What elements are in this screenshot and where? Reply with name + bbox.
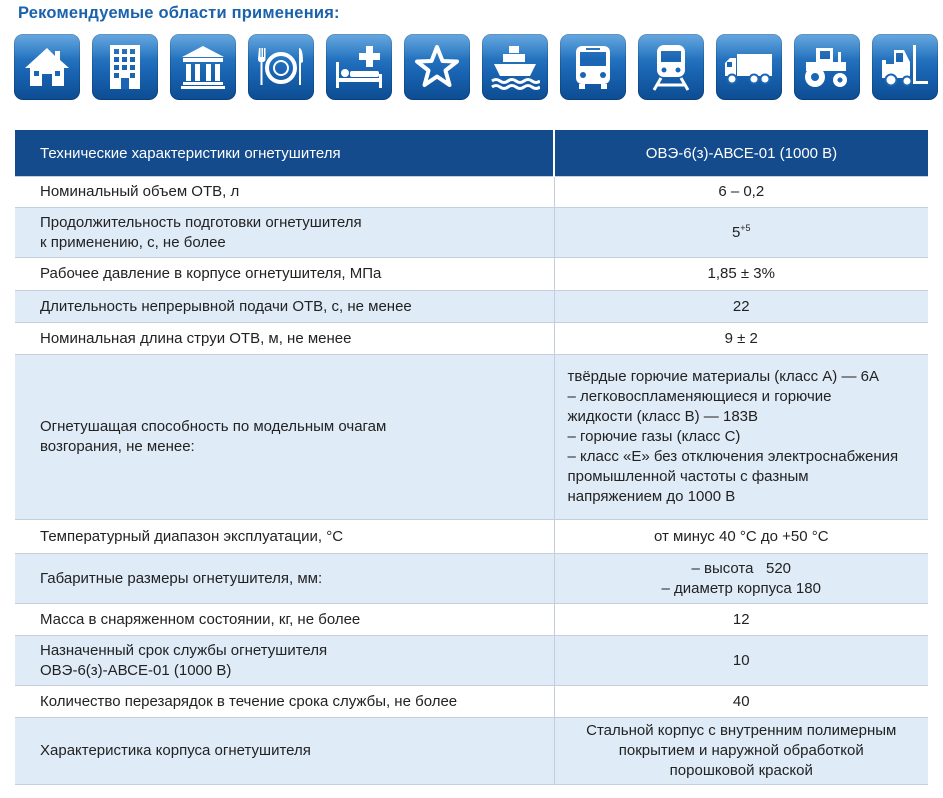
table-row <box>15 291 928 323</box>
table-row <box>15 520 928 554</box>
table-row <box>15 604 928 636</box>
table-row <box>15 554 928 604</box>
row-value: 22 <box>554 291 928 323</box>
row-label: Масса в снаряженном состоянии, кг, не более <box>15 604 554 636</box>
table-header-row <box>15 130 928 177</box>
restaurant-icon <box>248 34 314 100</box>
tractor-icon <box>794 34 860 100</box>
row-value: твёрдые горючие материалы (класс А) — 6А – легковоспламеняющиеся и горючие жидкости (класс В) — 183В – горючие газы (класс С) – класс «Е» без отключения электроснабжения промышленной частоты с фазным напряжением до 1000 В <box>554 355 928 520</box>
row-value: 9 ± 2 <box>554 323 928 355</box>
header-characteristic: Технические характеристики огнетушителя <box>15 130 554 177</box>
specifications-table <box>15 130 928 785</box>
row-label: Назначенный срок службы огнетушителя ОВЭ-6(з)-АВСЕ-01 (1000 В) <box>15 636 554 686</box>
bus-icon <box>560 34 626 100</box>
row-label: Рабочее давление в корпусе огнетушителя, МПа <box>15 258 554 291</box>
header-model: ОВЭ-6(з)-АВСЕ-01 (1000 В) <box>554 130 928 177</box>
row-label: Характеристика корпуса огнетушителя <box>15 718 554 785</box>
row-label: Огнетушащая способность по модельным очагам возгорания, не менее: <box>15 355 554 520</box>
row-value: $5^{+5}$ <box>554 208 928 258</box>
row-label: Температурный диапазон эксплуатации, °С <box>15 520 554 554</box>
row-value: 1,85 ± 3% <box>554 258 928 291</box>
star-icon <box>404 34 470 100</box>
table-row <box>15 355 928 520</box>
row-value: от минус 40 °С до +50 °С <box>554 520 928 554</box>
row-value: – высота 520 – диаметр корпуса 180 <box>554 554 928 604</box>
office-building-icon <box>92 34 158 100</box>
ship-icon <box>482 34 548 100</box>
application-icons <box>14 34 938 100</box>
row-value: 40 <box>554 686 928 718</box>
row-label: Длительность непрерывной подачи ОТВ, с, не менее <box>15 291 554 323</box>
row-value: Стальной корпус с внутренним полимерным покрытием и наружной обработкой порошковой краской <box>554 718 928 785</box>
table-row <box>15 177 928 208</box>
table-row <box>15 323 928 355</box>
table-row <box>15 718 928 785</box>
hospital-icon <box>326 34 392 100</box>
row-label: Продолжительность подготовки огнетушителя к применению, с, не более <box>15 208 554 258</box>
row-value: 12 <box>554 604 928 636</box>
section-heading: Рекомендуемые области применения: <box>18 4 340 22</box>
bank-icon <box>170 34 236 100</box>
forklift-icon <box>872 34 938 100</box>
row-label: Номинальный объем ОТВ, л <box>15 177 554 208</box>
house-icon <box>14 34 80 100</box>
row-label: Номинальная длина струи ОТВ, м, не менее <box>15 323 554 355</box>
train-icon <box>638 34 704 100</box>
row-value: 6 – 0,2 <box>554 177 928 208</box>
row-value: 10 <box>554 636 928 686</box>
table-row <box>15 686 928 718</box>
row-label: Количество перезарядок в течение срока службы, не более <box>15 686 554 718</box>
table-row <box>15 636 928 686</box>
truck-icon <box>716 34 782 100</box>
table-row <box>15 208 928 258</box>
table-row <box>15 258 928 291</box>
row-label: Габаритные размеры огнетушителя, мм: <box>15 554 554 604</box>
